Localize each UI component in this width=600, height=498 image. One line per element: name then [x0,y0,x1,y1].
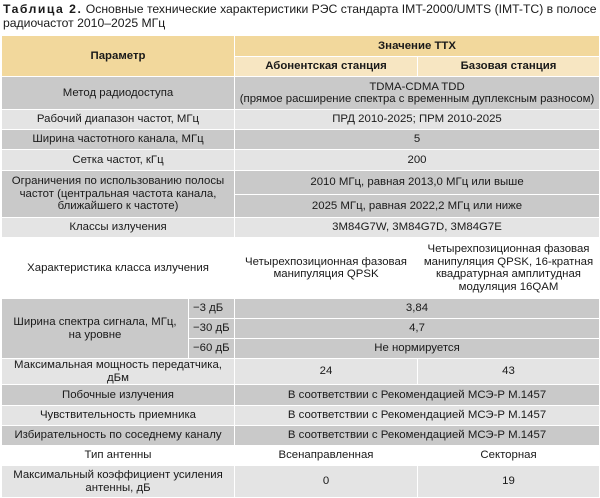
table-row [2,406,600,426]
header-base: Базовая станция [418,57,600,77]
bandwidth-level-3db: −3 дБ [189,299,235,319]
row-channel-width-label: Ширина частотного канала, МГц [2,130,235,150]
bandwidth-value-60db: Не нормируется [235,339,600,359]
bandwidth-value-30db: 4,7 [235,319,600,339]
row-spurious-value: В соответствии с Рекомендацией МСЭ-Р М.1457 [235,385,600,406]
row-bandwidth-label: Ширина спектра сигнала, МГц, на уровне [2,299,189,359]
row-antenna-gain-base: 19 [418,466,600,498]
row-emission-classes-value: 3M84G7W, 3M84G7D, 3M84G7E [235,218,600,238]
table-caption [3,2,597,30]
table-row [2,110,600,130]
row-max-power-subscriber: 24 [235,359,418,385]
table-row [2,359,600,385]
table-row [2,446,600,466]
row-antenna-type-subscriber: Всенаправленная [235,446,418,466]
table-row [2,77,600,110]
table-row [2,150,600,171]
row-selectivity-label: Избирательность по соседнему каналу [2,426,235,446]
specs-table [1,35,600,498]
table-row [2,238,600,299]
table-title: Основные технические характеристики РЭС стандарта IMT-2000/UMTS (IMT-TC) в полосе радиочастот 2010–2025 МГц [3,2,597,30]
bandwidth-level-30db: −30 дБ [189,319,235,339]
row-sensitivity-label: Чувствительность приемника [2,406,235,426]
row-antenna-gain-label: Максимальный коэффициент усиления антенны, дБ [2,466,235,498]
table-row [2,171,600,195]
row-limits-label: Ограничения по использованию полосы частот (центральная частота канала, ближайшего к частоте) [2,171,235,218]
row-limits-value-1: 2010 МГц, равная 2013,0 МГц или выше [235,171,600,195]
table-row [2,218,600,238]
table-number: Таблица 2. [3,2,83,16]
bandwidth-value-3db: 3,84 [235,299,600,319]
row-selectivity-value: В соответствии с Рекомендацией МСЭ-Р М.1457 [235,426,600,446]
row-range-label: Рабочий диапазон частот, МГц [2,110,235,130]
row-limits-value-2: 2025 МГц, равная 2022,2 МГц или ниже [235,195,600,218]
row-emission-char-label: Характеристика класса излучения [2,238,235,299]
row-emission-char-base: Четырехпозиционная фазовая манипуляция QPSK, 16-кратная квадратурная амплитудная модуляция 16QAM [418,238,600,299]
row-grid-label: Сетка частот, кГц [2,150,235,171]
row-max-power-base: 43 [418,359,600,385]
bandwidth-level-60db: −60 дБ [189,339,235,359]
row-max-power-label: Максимальная мощность передатчика, дБм [2,359,235,385]
row-emission-char-subscriber: Четырехпозиционная фазовая манипуляция QPSK [235,238,418,299]
row-sensitivity-value: В соответствии с Рекомендацией МСЭ-Р М.1457 [235,406,600,426]
row-spurious-label: Побочные излучения [2,385,235,406]
header-value: Значение ТТХ [235,36,600,57]
table-row [2,385,600,406]
row-antenna-type-base: Секторная [418,446,600,466]
row-antenna-type-label: Тип антенны [2,446,235,466]
table-row [2,466,600,498]
access-value-main: TDMA-CDMA TDD [369,80,465,93]
row-emission-classes-label: Классы излучения [2,218,235,238]
row-channel-width-value: 5 [235,130,600,150]
row-access-value [235,77,600,110]
access-value-note: (прямое расширение спектра с временным дуплексным разносом) [239,93,595,105]
row-antenna-gain-subscriber: 0 [235,466,418,498]
header-parameter: Параметр [2,36,235,77]
table-row [2,426,600,446]
table-row [2,130,600,150]
row-grid-value: 200 [235,150,600,171]
row-range-value: ПРД 2010-2025; ПРМ 2010-2025 [235,110,600,130]
row-access-label: Метод радиодоступа [2,77,235,110]
table-row [2,299,600,319]
header-subscriber: Абонентская станция [235,57,418,77]
